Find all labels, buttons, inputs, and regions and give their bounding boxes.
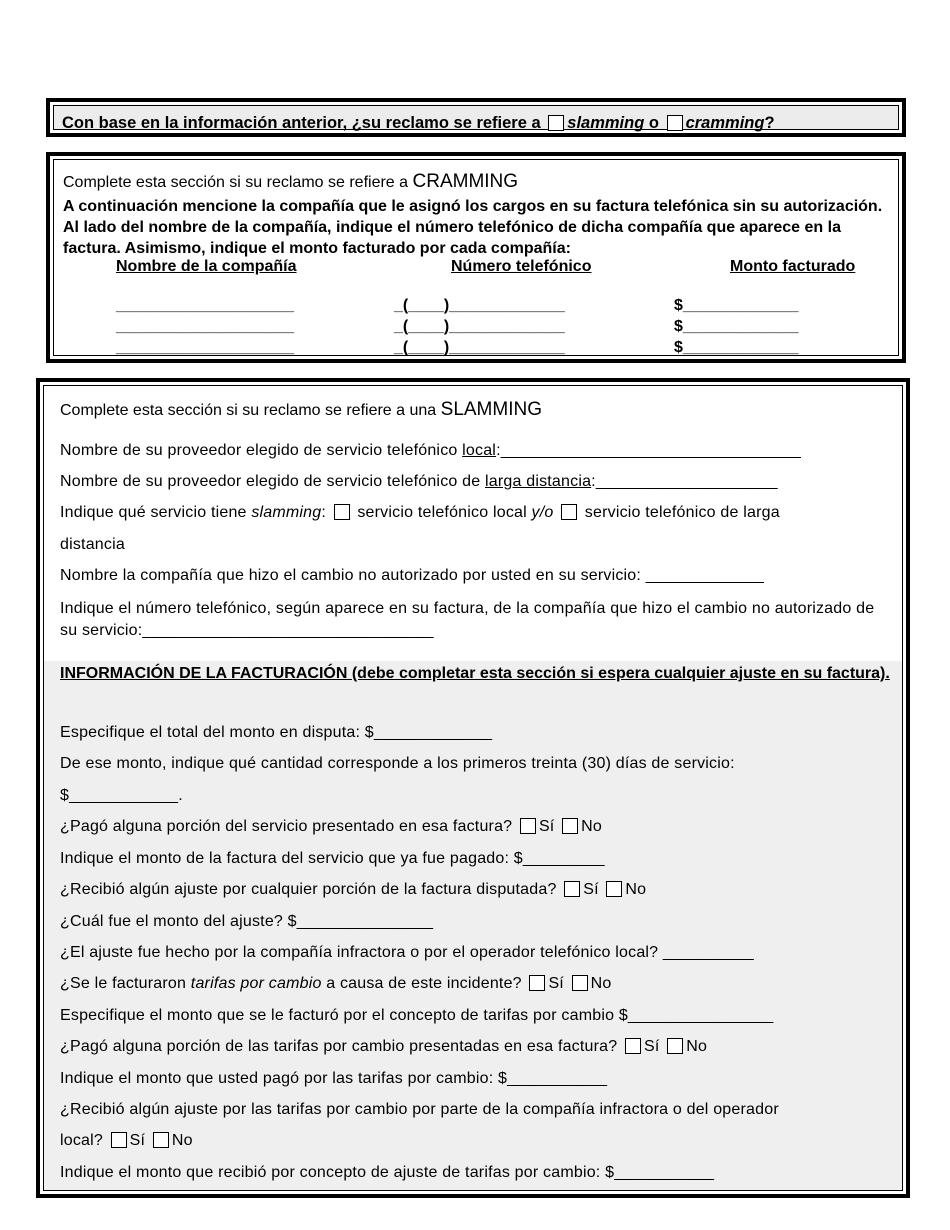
adjustment-received-row xyxy=(60,881,646,899)
switching-fees-amount-field[interactable]: Especifique el monto que se le facturó por el concepto de tarifas por cambio $________________ xyxy=(60,1007,774,1024)
no-label: No xyxy=(171,1132,193,1149)
slamming-label: slamming xyxy=(567,114,645,132)
column-header-phone: Número telefónico xyxy=(451,258,592,275)
phone-field-2[interactable]: _(____)_____________ xyxy=(394,318,565,335)
slammed-service-row xyxy=(60,504,780,522)
local-provider-keyword: local xyxy=(462,442,497,459)
local-provider-label: Nombre de su proveedor elegido de servicio telefónico xyxy=(60,442,458,459)
ld-provider-keyword: larga distancia xyxy=(485,473,592,490)
yes-label: Sí xyxy=(548,975,564,992)
switching-fees-yes-checkbox[interactable] xyxy=(529,975,545,991)
changing-company-phone-field[interactable]: Indique el número telefónico, según aparece en su factura, de la compañía que hizo el cambio no autorizado de su servicio:________________________________ xyxy=(60,600,875,639)
yes-label: Sí xyxy=(583,881,599,898)
complaint-type-frame xyxy=(53,105,899,130)
long-distance-service-label: servicio telefónico de larga xyxy=(584,504,780,521)
billing-heading: INFORMACIÓN DE LA FACTURACIÓN (debe completar esta sección si espera cualquier ajuste en su factura). xyxy=(60,665,890,682)
no-label: No xyxy=(686,1038,708,1055)
adjustment-yes-checkbox[interactable] xyxy=(564,881,580,897)
switching-fees-row xyxy=(60,975,611,993)
local-provider-blank: :_________________________________ xyxy=(496,442,801,459)
slamming-panel xyxy=(44,386,902,661)
fees-paid-label: ¿Pagó alguna porción de las tarifas por cambio presentadas en esa factura? xyxy=(60,1038,618,1055)
paid-portion-row xyxy=(60,818,602,836)
first-30-days-label: De ese monto, indique qué cantidad corresponde a los primeros treinta (30) días de servicio: xyxy=(60,755,735,772)
switching-fees-label-end: a causa de este incidente? xyxy=(326,975,522,992)
paid-portion-label: ¿Pagó alguna porción del servicio presentado en esa factura? xyxy=(60,818,513,835)
column-header-amount: Monto facturado xyxy=(730,258,856,275)
switching-fees-italic: tarifas por cambio xyxy=(190,975,322,992)
question-suffix: ? xyxy=(764,114,775,132)
cramming-title-word: CRAMMING xyxy=(412,171,519,192)
ld-provider-label: Nombre de su proveedor elegido de servicio telefónico de xyxy=(60,473,481,490)
slamming-checkbox[interactable] xyxy=(548,115,564,131)
adjustment-received-label: ¿Recibió algún ajuste por cualquier porción de la factura disputada? xyxy=(60,881,557,898)
slamming-title-word: SLAMMING xyxy=(440,399,542,420)
fees-paid-no-checkbox[interactable] xyxy=(667,1038,683,1054)
local-provider-field[interactable] xyxy=(60,442,801,460)
total-disputed-field[interactable]: Especifique el total del monto en disputa: $_____________ xyxy=(60,724,493,741)
long-distance-service-checkbox[interactable] xyxy=(561,504,577,520)
complaint-type-section xyxy=(46,98,906,137)
company-field-2[interactable]: ____________________ xyxy=(116,318,294,335)
amount-field-3[interactable]: $_____________ xyxy=(674,339,799,356)
cramming-section xyxy=(46,152,906,363)
paid-portion-yes-checkbox[interactable] xyxy=(520,818,536,834)
fees-paid-yes-checkbox[interactable] xyxy=(625,1038,641,1054)
paid-amount-field[interactable]: Indique el monto de la factura del servicio que ya fue pagado: $_________ xyxy=(60,850,605,867)
local-service-checkbox[interactable] xyxy=(334,504,350,520)
yes-label: Sí xyxy=(644,1038,660,1055)
slamming-title xyxy=(60,399,542,421)
no-label: No xyxy=(590,975,612,992)
fees-adjustment-label: ¿Recibió algún ajuste por las tarifas por cambio por parte de la compañía infractora o del operador xyxy=(60,1101,779,1118)
yes-label: Sí xyxy=(538,818,555,835)
amount-field-1[interactable]: $_____________ xyxy=(674,297,799,314)
slammed-service-label: Indique qué servicio tiene xyxy=(60,504,247,521)
adjustment-amount-field[interactable]: ¿Cuál fue el monto del ajuste? $_______________ xyxy=(60,913,434,930)
complaint-type-question xyxy=(62,114,775,133)
cramming-label: cramming xyxy=(685,114,765,132)
cramming-title-prefix: Complete esta sección si su reclamo se refiere a xyxy=(63,174,409,191)
switching-fees-label: ¿Se le facturaron xyxy=(60,975,187,992)
phone-field-1[interactable]: _(____)_____________ xyxy=(394,297,565,314)
no-label: No xyxy=(581,818,602,835)
adjustment-no-checkbox[interactable] xyxy=(606,881,622,897)
fees-adjustment-label-end: local? xyxy=(60,1132,104,1149)
slamming-title-prefix: Complete esta sección si su reclamo se refiere a una xyxy=(60,402,437,419)
company-field-1[interactable]: ____________________ xyxy=(116,297,294,314)
fees-adjustment-amount-field[interactable]: Indique el monto que recibió por concepto de ajuste de tarifas por cambio: $___________ xyxy=(60,1164,715,1181)
long-distance-provider-field[interactable] xyxy=(60,473,778,491)
slammed-service-wrap: distancia xyxy=(60,536,125,553)
cramming-instructions: A continuación mencione la compañía que le asignó los cargos en su factura telefónica sin su autorización. Al lado del nombre de la compañía, indique el número telefónico de dicha compañía que aparece en la factura. Asimismo, indique el monto facturado por cada compañía: xyxy=(63,198,883,257)
slamming-section xyxy=(36,378,910,1198)
phone-field-3[interactable]: _(____)_____________ xyxy=(394,339,565,356)
paid-portion-no-checkbox[interactable] xyxy=(562,818,578,834)
no-label: No xyxy=(625,881,647,898)
first-30-days-field[interactable]: $____________. xyxy=(60,787,183,804)
changing-company-field[interactable]: Nombre la compañía que hizo el cambio no autorizado por usted en su servicio: _____________ xyxy=(60,567,764,584)
local-service-label: servicio telefónico local xyxy=(357,504,527,521)
fees-paid-row xyxy=(60,1038,707,1056)
switching-fees-no-checkbox[interactable] xyxy=(572,975,588,991)
yes-label: Sí xyxy=(129,1132,146,1149)
slammed-service-colon: : xyxy=(321,504,327,521)
fees-adjustment-row xyxy=(60,1132,193,1150)
cramming-checkbox[interactable] xyxy=(667,115,683,131)
slammed-service-italic: slamming xyxy=(251,504,322,521)
amount-field-2[interactable]: $_____________ xyxy=(674,318,799,335)
fees-paid-amount-field[interactable]: Indique el monto que usted pagó por las tarifas por cambio: $___________ xyxy=(60,1070,608,1087)
cramming-frame xyxy=(53,159,899,356)
slamming-frame xyxy=(43,385,903,1191)
ld-provider-blank: :____________________ xyxy=(591,473,778,490)
cramming-title xyxy=(63,171,518,193)
and-or-label: y/o xyxy=(531,504,554,521)
column-header-company: Nombre de la compañía xyxy=(116,258,297,275)
question-prefix: Con base en la información anterior, ¿su reclamo se refiere a xyxy=(62,114,541,132)
fees-adjustment-no-checkbox[interactable] xyxy=(153,1132,169,1148)
fees-adjustment-yes-checkbox[interactable] xyxy=(111,1132,127,1148)
adjustment-by-field[interactable]: ¿El ajuste fue hecho por la compañía infractora o por el operador telefónico local? __________ xyxy=(60,944,754,961)
or-label: o xyxy=(648,114,659,132)
company-field-3[interactable]: ____________________ xyxy=(116,339,294,356)
